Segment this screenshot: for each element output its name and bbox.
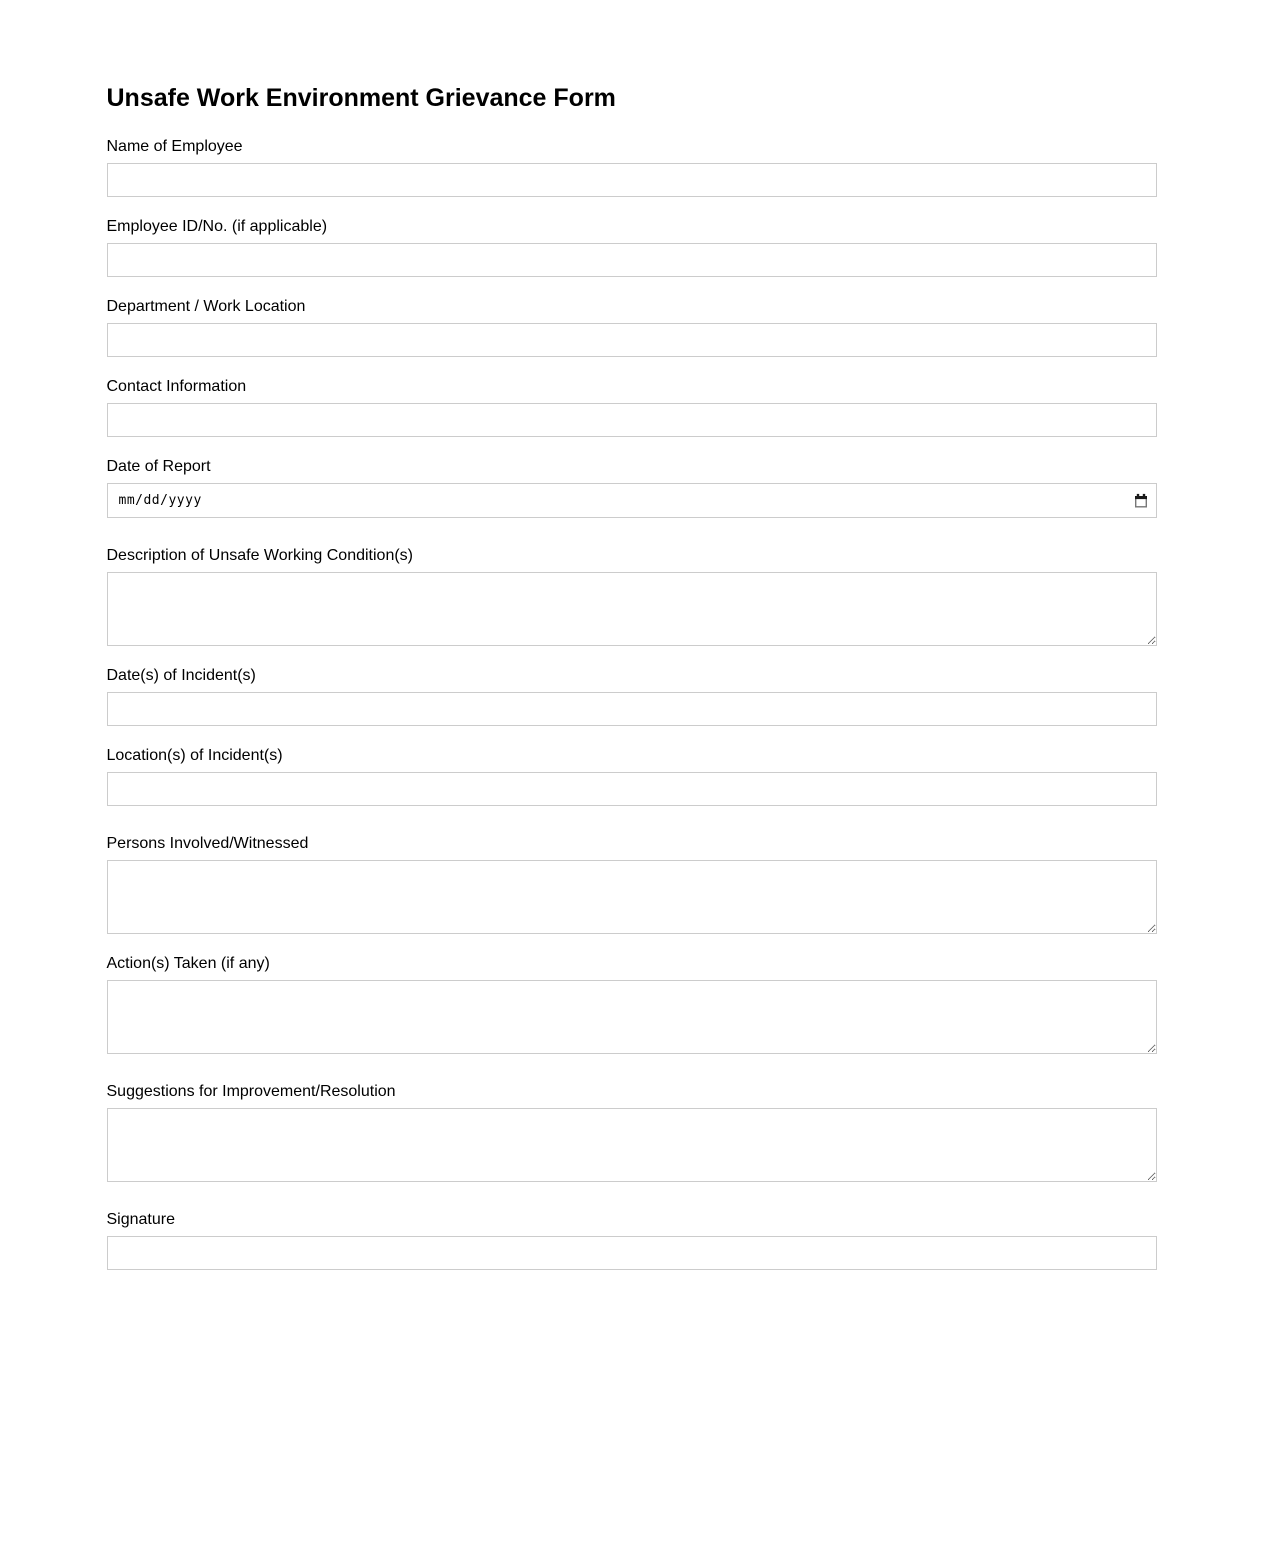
incident-locations-input[interactable] <box>107 772 1157 806</box>
employee-id-label: Employee ID/No. (if applicable) <box>106 218 328 235</box>
department-label: Department / Work Location <box>106 298 306 315</box>
date-of-report-label: Date of Report <box>106 458 211 475</box>
suggestions-label: Suggestions for Improvement/Resolution <box>106 1083 396 1100</box>
suggestions-textarea[interactable] <box>107 1108 1157 1182</box>
employee-name-input[interactable] <box>107 163 1157 197</box>
persons-involved-textarea[interactable] <box>107 860 1157 934</box>
incident-dates-label: Date(s) of Incident(s) <box>106 667 256 684</box>
grievance-form <box>107 0 1157 1270</box>
signature-label: Signature <box>106 1211 175 1228</box>
field-persons-involved <box>107 834 1157 934</box>
field-signature <box>107 1210 1157 1270</box>
field-employee-id <box>107 217 1157 277</box>
incident-locations-label: Location(s) of Incident(s) <box>106 747 283 764</box>
actions-taken-textarea[interactable] <box>107 980 1157 1054</box>
date-of-report-wrap <box>107 483 1157 518</box>
field-description <box>107 546 1157 646</box>
signature-input[interactable] <box>107 1236 1157 1270</box>
description-textarea[interactable] <box>107 572 1157 646</box>
persons-involved-label: Persons Involved/Witnessed <box>106 835 309 852</box>
page-title: Unsafe Work Environment Grievance Form <box>106 84 616 112</box>
contact-info-input[interactable] <box>107 403 1157 437</box>
field-employee-name <box>107 137 1157 197</box>
field-contact-info <box>107 377 1157 437</box>
calendar-icon[interactable] <box>1134 493 1148 508</box>
field-incident-locations <box>107 746 1157 806</box>
field-date-of-report <box>107 457 1157 518</box>
description-label: Description of Unsafe Working Condition(s) <box>106 547 413 564</box>
contact-info-label: Contact Information <box>106 378 247 395</box>
date-of-report-input[interactable] <box>107 483 1157 518</box>
employee-id-input[interactable] <box>107 243 1157 277</box>
incident-dates-input[interactable] <box>107 692 1157 726</box>
field-actions-taken <box>107 954 1157 1054</box>
department-input[interactable] <box>107 323 1157 357</box>
field-incident-dates <box>107 666 1157 726</box>
field-suggestions <box>107 1082 1157 1182</box>
field-department <box>107 297 1157 357</box>
employee-name-label: Name of Employee <box>106 138 243 155</box>
actions-taken-label: Action(s) Taken (if any) <box>106 955 270 972</box>
